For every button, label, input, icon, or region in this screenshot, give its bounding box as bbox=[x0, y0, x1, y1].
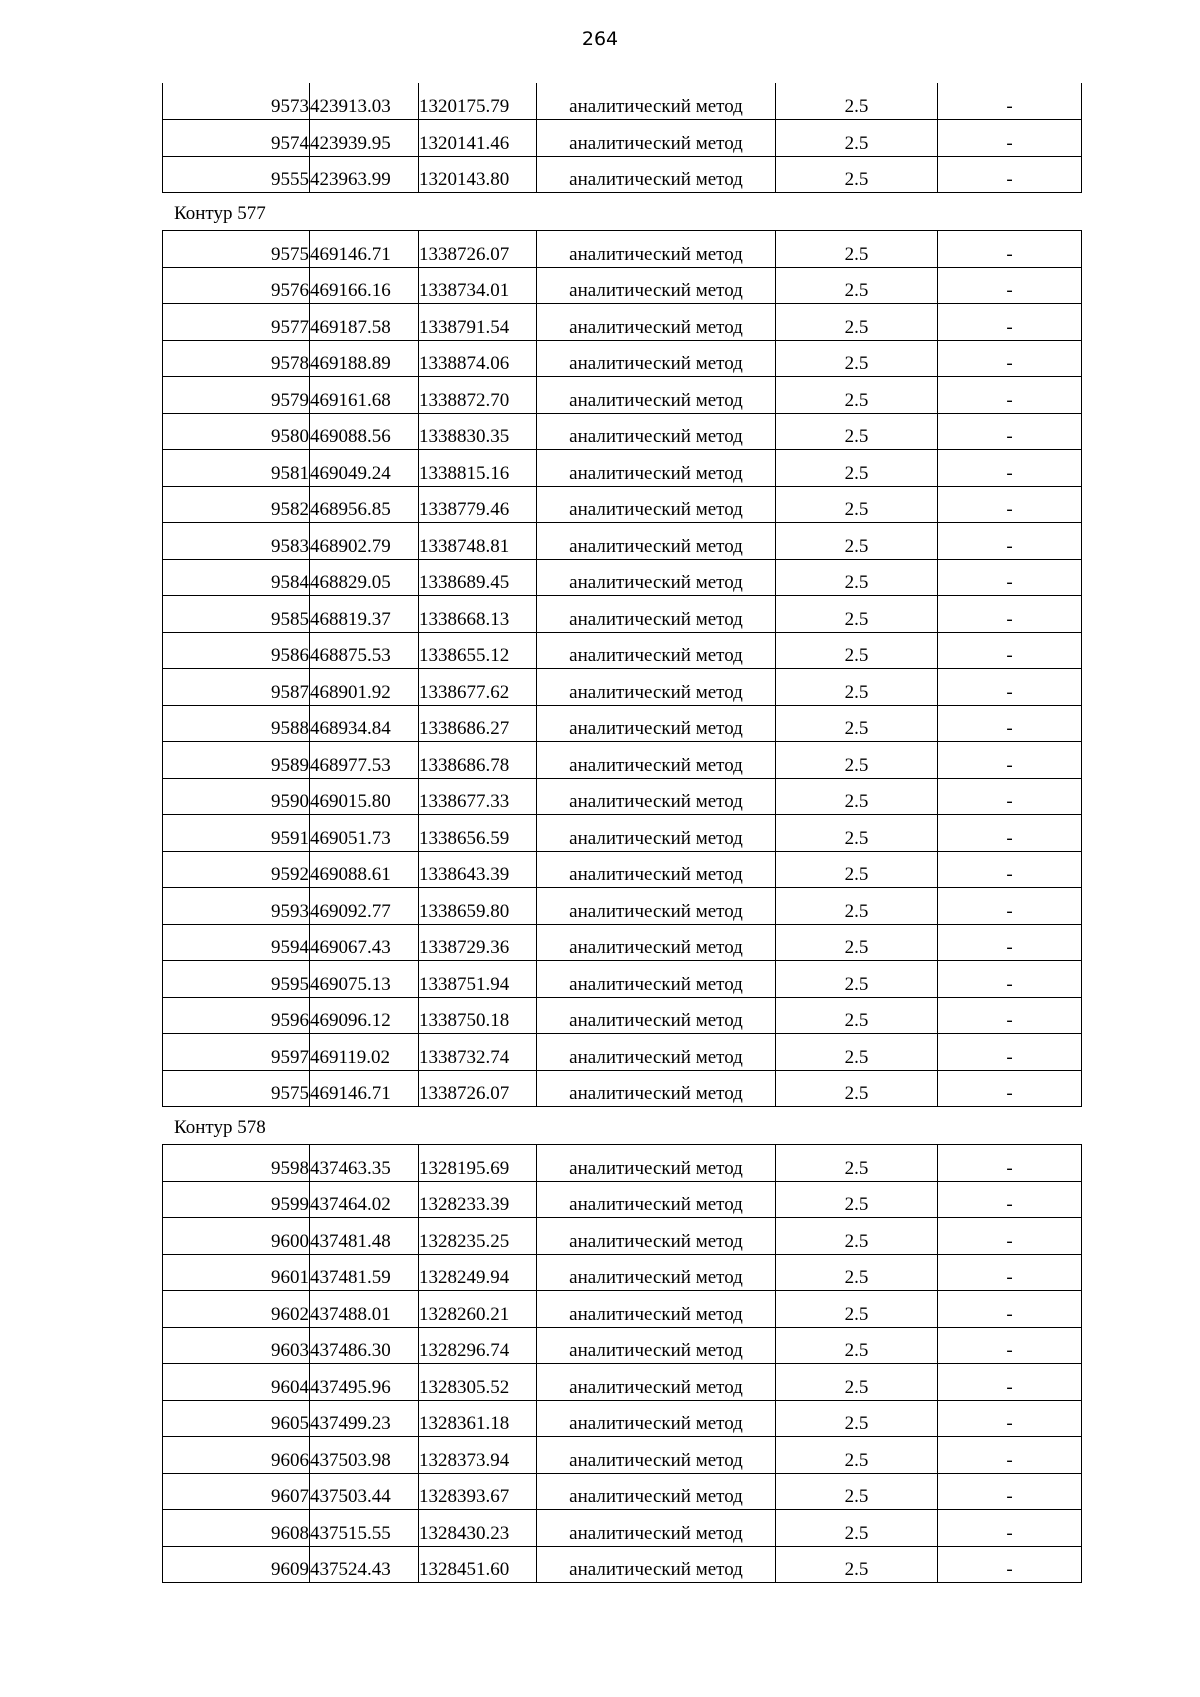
x-coordinate-cell: 469188.89 bbox=[310, 340, 419, 377]
point-number-cell: 9597 bbox=[163, 1034, 310, 1071]
x-coordinate-cell: 423939.95 bbox=[310, 120, 419, 157]
note-cell: - bbox=[938, 83, 1082, 120]
x-coordinate-cell: 437515.55 bbox=[310, 1510, 419, 1547]
note-cell: - bbox=[938, 961, 1082, 998]
note-cell: - bbox=[938, 231, 1082, 268]
x-coordinate-cell: 437464.02 bbox=[310, 1181, 419, 1218]
x-coordinate-cell: 469166.16 bbox=[310, 267, 419, 304]
note-cell: - bbox=[938, 1254, 1082, 1291]
method-cell: аналитический метод bbox=[537, 815, 776, 852]
accuracy-cell: 2.5 bbox=[776, 1254, 938, 1291]
method-cell: аналитический метод bbox=[537, 1400, 776, 1437]
accuracy-cell: 2.5 bbox=[776, 888, 938, 925]
point-number-cell: 9602 bbox=[163, 1291, 310, 1328]
point-number-cell: 9592 bbox=[163, 851, 310, 888]
note-cell: - bbox=[938, 1034, 1082, 1071]
method-cell: аналитический метод bbox=[537, 413, 776, 450]
point-number-cell: 9607 bbox=[163, 1473, 310, 1510]
point-number-cell: 9578 bbox=[163, 340, 310, 377]
note-cell: - bbox=[938, 523, 1082, 560]
method-cell: аналитический метод bbox=[537, 669, 776, 706]
point-number-cell: 9600 bbox=[163, 1218, 310, 1255]
note-cell: - bbox=[938, 1291, 1082, 1328]
method-cell: аналитический метод bbox=[537, 888, 776, 925]
method-cell: аналитический метод bbox=[537, 1145, 776, 1182]
note-cell: - bbox=[938, 632, 1082, 669]
point-number-cell: 9577 bbox=[163, 304, 310, 341]
coordinates-table bbox=[162, 83, 1082, 193]
method-cell: аналитический метод bbox=[537, 1546, 776, 1583]
point-number-cell: 9584 bbox=[163, 559, 310, 596]
method-cell: аналитический метод bbox=[537, 1327, 776, 1364]
x-coordinate-cell: 469075.13 bbox=[310, 961, 419, 998]
accuracy-cell: 2.5 bbox=[776, 83, 938, 120]
note-cell: - bbox=[938, 815, 1082, 852]
accuracy-cell: 2.5 bbox=[776, 1034, 938, 1071]
x-coordinate-cell: 468829.05 bbox=[310, 559, 419, 596]
table-row bbox=[163, 1181, 1082, 1218]
table-row bbox=[163, 1327, 1082, 1364]
accuracy-cell: 2.5 bbox=[776, 778, 938, 815]
table-row bbox=[163, 851, 1082, 888]
table-row bbox=[163, 596, 1082, 633]
table-row bbox=[163, 486, 1082, 523]
y-coordinate-cell: 1328361.18 bbox=[419, 1400, 537, 1437]
note-cell: - bbox=[938, 559, 1082, 596]
point-number-cell: 9588 bbox=[163, 705, 310, 742]
accuracy-cell: 2.5 bbox=[776, 815, 938, 852]
point-number-cell: 9575 bbox=[163, 231, 310, 268]
note-cell: - bbox=[938, 1327, 1082, 1364]
method-cell: аналитический метод bbox=[537, 156, 776, 193]
x-coordinate-cell: 469161.68 bbox=[310, 377, 419, 414]
point-number-cell: 9606 bbox=[163, 1437, 310, 1474]
point-number-cell: 9587 bbox=[163, 669, 310, 706]
y-coordinate-cell: 1338686.78 bbox=[419, 742, 537, 779]
table-row bbox=[163, 1034, 1082, 1071]
page-number: 264 bbox=[581, 28, 619, 50]
x-coordinate-cell: 437503.98 bbox=[310, 1437, 419, 1474]
point-number-cell: 9590 bbox=[163, 778, 310, 815]
accuracy-cell: 2.5 bbox=[776, 1291, 938, 1328]
x-coordinate-cell: 469119.02 bbox=[310, 1034, 419, 1071]
y-coordinate-cell: 1328296.74 bbox=[419, 1327, 537, 1364]
method-cell: аналитический метод bbox=[537, 377, 776, 414]
accuracy-cell: 2.5 bbox=[776, 559, 938, 596]
accuracy-cell: 2.5 bbox=[776, 851, 938, 888]
accuracy-cell: 2.5 bbox=[776, 231, 938, 268]
x-coordinate-cell: 468875.53 bbox=[310, 632, 419, 669]
point-number-cell: 9601 bbox=[163, 1254, 310, 1291]
y-coordinate-cell: 1338791.54 bbox=[419, 304, 537, 341]
x-coordinate-cell: 469187.58 bbox=[310, 304, 419, 341]
note-cell: - bbox=[938, 851, 1082, 888]
accuracy-cell: 2.5 bbox=[776, 486, 938, 523]
x-coordinate-cell: 469051.73 bbox=[310, 815, 419, 852]
x-coordinate-cell: 468934.84 bbox=[310, 705, 419, 742]
method-cell: аналитический метод bbox=[537, 486, 776, 523]
table-row bbox=[163, 83, 1082, 120]
note-cell: - bbox=[938, 1364, 1082, 1401]
note-cell: - bbox=[938, 669, 1082, 706]
table-row bbox=[163, 1437, 1082, 1474]
accuracy-cell: 2.5 bbox=[776, 705, 938, 742]
point-number-cell: 9589 bbox=[163, 742, 310, 779]
method-cell: аналитический метод bbox=[537, 1437, 776, 1474]
accuracy-cell: 2.5 bbox=[776, 1437, 938, 1474]
x-coordinate-cell: 469146.71 bbox=[310, 1070, 419, 1107]
table-row bbox=[163, 705, 1082, 742]
accuracy-cell: 2.5 bbox=[776, 596, 938, 633]
x-coordinate-cell: 437495.96 bbox=[310, 1364, 419, 1401]
note-cell: - bbox=[938, 450, 1082, 487]
note-cell: - bbox=[938, 267, 1082, 304]
y-coordinate-cell: 1338751.94 bbox=[419, 961, 537, 998]
x-coordinate-cell: 437503.44 bbox=[310, 1473, 419, 1510]
point-number-cell: 9582 bbox=[163, 486, 310, 523]
method-cell: аналитический метод bbox=[537, 1254, 776, 1291]
y-coordinate-cell: 1338659.80 bbox=[419, 888, 537, 925]
note-cell: - bbox=[938, 377, 1082, 414]
y-coordinate-cell: 1338677.62 bbox=[419, 669, 537, 706]
y-coordinate-cell: 1338732.74 bbox=[419, 1034, 537, 1071]
accuracy-cell: 2.5 bbox=[776, 450, 938, 487]
method-cell: аналитический метод bbox=[537, 523, 776, 560]
point-number-cell: 9596 bbox=[163, 997, 310, 1034]
table-row bbox=[163, 377, 1082, 414]
accuracy-cell: 2.5 bbox=[776, 267, 938, 304]
contour-label: Контур 577 bbox=[174, 203, 266, 224]
y-coordinate-cell: 1338726.07 bbox=[419, 231, 537, 268]
y-coordinate-cell: 1338726.07 bbox=[419, 1070, 537, 1107]
table-row bbox=[163, 413, 1082, 450]
x-coordinate-cell: 437499.23 bbox=[310, 1400, 419, 1437]
point-number-cell: 9591 bbox=[163, 815, 310, 852]
point-number-cell: 9604 bbox=[163, 1364, 310, 1401]
table-row bbox=[163, 997, 1082, 1034]
y-coordinate-cell: 1338779.46 bbox=[419, 486, 537, 523]
x-coordinate-cell: 437488.01 bbox=[310, 1291, 419, 1328]
note-cell: - bbox=[938, 742, 1082, 779]
x-coordinate-cell: 469088.56 bbox=[310, 413, 419, 450]
accuracy-cell: 2.5 bbox=[776, 1181, 938, 1218]
y-coordinate-cell: 1338750.18 bbox=[419, 997, 537, 1034]
point-number-cell: 9608 bbox=[163, 1510, 310, 1547]
accuracy-cell: 2.5 bbox=[776, 340, 938, 377]
table-row bbox=[163, 778, 1082, 815]
method-cell: аналитический метод bbox=[537, 231, 776, 268]
table-row bbox=[163, 1510, 1082, 1547]
note-cell: - bbox=[938, 1181, 1082, 1218]
accuracy-cell: 2.5 bbox=[776, 1218, 938, 1255]
accuracy-cell: 2.5 bbox=[776, 924, 938, 961]
table-row bbox=[163, 120, 1082, 157]
x-coordinate-cell: 469067.43 bbox=[310, 924, 419, 961]
x-coordinate-cell: 468819.37 bbox=[310, 596, 419, 633]
note-cell: - bbox=[938, 1145, 1082, 1182]
point-number-cell: 9585 bbox=[163, 596, 310, 633]
accuracy-cell: 2.5 bbox=[776, 997, 938, 1034]
point-number-cell: 9598 bbox=[163, 1145, 310, 1182]
y-coordinate-cell: 1338734.01 bbox=[419, 267, 537, 304]
x-coordinate-cell: 469096.12 bbox=[310, 997, 419, 1034]
note-cell: - bbox=[938, 705, 1082, 742]
table-row bbox=[163, 1364, 1082, 1401]
note-cell: - bbox=[938, 1437, 1082, 1474]
note-cell: - bbox=[938, 1218, 1082, 1255]
point-number-cell: 9579 bbox=[163, 377, 310, 414]
accuracy-cell: 2.5 bbox=[776, 669, 938, 706]
y-coordinate-cell: 1320141.46 bbox=[419, 120, 537, 157]
table-row bbox=[163, 340, 1082, 377]
point-number-cell: 9575 bbox=[163, 1070, 310, 1107]
accuracy-cell: 2.5 bbox=[776, 1070, 938, 1107]
y-coordinate-cell: 1338656.59 bbox=[419, 815, 537, 852]
y-coordinate-cell: 1338668.13 bbox=[419, 596, 537, 633]
x-coordinate-cell: 469015.80 bbox=[310, 778, 419, 815]
note-cell: - bbox=[938, 413, 1082, 450]
y-coordinate-cell: 1338815.16 bbox=[419, 450, 537, 487]
x-coordinate-cell: 468956.85 bbox=[310, 486, 419, 523]
accuracy-cell: 2.5 bbox=[776, 1546, 938, 1583]
x-coordinate-cell: 437481.59 bbox=[310, 1254, 419, 1291]
note-cell: - bbox=[938, 1546, 1082, 1583]
y-coordinate-cell: 1328393.67 bbox=[419, 1473, 537, 1510]
table-row bbox=[163, 815, 1082, 852]
accuracy-cell: 2.5 bbox=[776, 961, 938, 998]
note-cell: - bbox=[938, 596, 1082, 633]
y-coordinate-cell: 1338830.35 bbox=[419, 413, 537, 450]
accuracy-cell: 2.5 bbox=[776, 156, 938, 193]
y-coordinate-cell: 1338729.36 bbox=[419, 924, 537, 961]
accuracy-cell: 2.5 bbox=[776, 413, 938, 450]
note-cell: - bbox=[938, 778, 1082, 815]
accuracy-cell: 2.5 bbox=[776, 632, 938, 669]
table-row bbox=[163, 632, 1082, 669]
point-number-cell: 9581 bbox=[163, 450, 310, 487]
x-coordinate-cell: 469088.61 bbox=[310, 851, 419, 888]
table-row bbox=[163, 450, 1082, 487]
note-cell: - bbox=[938, 304, 1082, 341]
accuracy-cell: 2.5 bbox=[776, 1510, 938, 1547]
point-number-cell: 9576 bbox=[163, 267, 310, 304]
y-coordinate-cell: 1338872.70 bbox=[419, 377, 537, 414]
note-cell: - bbox=[938, 340, 1082, 377]
x-coordinate-cell: 423963.99 bbox=[310, 156, 419, 193]
note-cell: - bbox=[938, 997, 1082, 1034]
method-cell: аналитический метод bbox=[537, 778, 776, 815]
table-row bbox=[163, 1145, 1082, 1182]
point-number-cell: 9599 bbox=[163, 1181, 310, 1218]
y-coordinate-cell: 1320143.80 bbox=[419, 156, 537, 193]
table-row bbox=[163, 1218, 1082, 1255]
x-coordinate-cell: 423913.03 bbox=[310, 83, 419, 120]
method-cell: аналитический метод bbox=[537, 450, 776, 487]
method-cell: аналитический метод bbox=[537, 267, 776, 304]
note-cell: - bbox=[938, 1070, 1082, 1107]
y-coordinate-cell: 1320175.79 bbox=[419, 83, 537, 120]
x-coordinate-cell: 468902.79 bbox=[310, 523, 419, 560]
table-row bbox=[163, 961, 1082, 998]
method-cell: аналитический метод bbox=[537, 961, 776, 998]
point-number-cell: 9555 bbox=[163, 156, 310, 193]
accuracy-cell: 2.5 bbox=[776, 523, 938, 560]
accuracy-cell: 2.5 bbox=[776, 377, 938, 414]
accuracy-cell: 2.5 bbox=[776, 1327, 938, 1364]
y-coordinate-cell: 1328451.60 bbox=[419, 1546, 537, 1583]
accuracy-cell: 2.5 bbox=[776, 742, 938, 779]
method-cell: аналитический метод bbox=[537, 705, 776, 742]
y-coordinate-cell: 1338689.45 bbox=[419, 559, 537, 596]
method-cell: аналитический метод bbox=[537, 120, 776, 157]
note-cell: - bbox=[938, 486, 1082, 523]
y-coordinate-cell: 1328195.69 bbox=[419, 1145, 537, 1182]
method-cell: аналитический метод bbox=[537, 924, 776, 961]
x-coordinate-cell: 437463.35 bbox=[310, 1145, 419, 1182]
accuracy-cell: 2.5 bbox=[776, 1145, 938, 1182]
contour-label: Контур 578 bbox=[174, 1117, 266, 1138]
method-cell: аналитический метод bbox=[537, 596, 776, 633]
y-coordinate-cell: 1338677.33 bbox=[419, 778, 537, 815]
x-coordinate-cell: 469049.24 bbox=[310, 450, 419, 487]
accuracy-cell: 2.5 bbox=[776, 120, 938, 157]
table-row bbox=[163, 304, 1082, 341]
method-cell: аналитический метод bbox=[537, 83, 776, 120]
y-coordinate-cell: 1338655.12 bbox=[419, 632, 537, 669]
point-number-cell: 9605 bbox=[163, 1400, 310, 1437]
table-row bbox=[163, 1070, 1082, 1107]
method-cell: аналитический метод bbox=[537, 1218, 776, 1255]
y-coordinate-cell: 1328373.94 bbox=[419, 1437, 537, 1474]
point-number-cell: 9609 bbox=[163, 1546, 310, 1583]
method-cell: аналитический метод bbox=[537, 559, 776, 596]
point-number-cell: 9586 bbox=[163, 632, 310, 669]
y-coordinate-cell: 1338748.81 bbox=[419, 523, 537, 560]
table-row bbox=[163, 924, 1082, 961]
y-coordinate-cell: 1328235.25 bbox=[419, 1218, 537, 1255]
point-number-cell: 9595 bbox=[163, 961, 310, 998]
point-number-cell: 9594 bbox=[163, 924, 310, 961]
method-cell: аналитический метод bbox=[537, 1364, 776, 1401]
y-coordinate-cell: 1338686.27 bbox=[419, 705, 537, 742]
note-cell: - bbox=[938, 1510, 1082, 1547]
x-coordinate-cell: 468901.92 bbox=[310, 669, 419, 706]
accuracy-cell: 2.5 bbox=[776, 1364, 938, 1401]
note-cell: - bbox=[938, 924, 1082, 961]
method-cell: аналитический метод bbox=[537, 1473, 776, 1510]
method-cell: аналитический метод bbox=[537, 1510, 776, 1547]
accuracy-cell: 2.5 bbox=[776, 1400, 938, 1437]
x-coordinate-cell: 468977.53 bbox=[310, 742, 419, 779]
coordinates-table bbox=[162, 230, 1082, 1107]
point-number-cell: 9583 bbox=[163, 523, 310, 560]
x-coordinate-cell: 469146.71 bbox=[310, 231, 419, 268]
method-cell: аналитический метод bbox=[537, 1181, 776, 1218]
table-row bbox=[163, 1400, 1082, 1437]
table-row bbox=[163, 156, 1082, 193]
table-row bbox=[163, 1291, 1082, 1328]
table-row bbox=[163, 1546, 1082, 1583]
y-coordinate-cell: 1328233.39 bbox=[419, 1181, 537, 1218]
method-cell: аналитический метод bbox=[537, 632, 776, 669]
point-number-cell: 9574 bbox=[163, 120, 310, 157]
coordinates-table bbox=[162, 1144, 1082, 1583]
method-cell: аналитический метод bbox=[537, 340, 776, 377]
y-coordinate-cell: 1338874.06 bbox=[419, 340, 537, 377]
note-cell: - bbox=[938, 156, 1082, 193]
point-number-cell: 9580 bbox=[163, 413, 310, 450]
note-cell: - bbox=[938, 120, 1082, 157]
table-row bbox=[163, 1473, 1082, 1510]
table-row bbox=[163, 231, 1082, 268]
x-coordinate-cell: 437486.30 bbox=[310, 1327, 419, 1364]
y-coordinate-cell: 1328260.21 bbox=[419, 1291, 537, 1328]
method-cell: аналитический метод bbox=[537, 742, 776, 779]
method-cell: аналитический метод bbox=[537, 1034, 776, 1071]
method-cell: аналитический метод bbox=[537, 851, 776, 888]
table-row bbox=[163, 523, 1082, 560]
accuracy-cell: 2.5 bbox=[776, 304, 938, 341]
y-coordinate-cell: 1338643.39 bbox=[419, 851, 537, 888]
y-coordinate-cell: 1328305.52 bbox=[419, 1364, 537, 1401]
note-cell: - bbox=[938, 1473, 1082, 1510]
point-number-cell: 9593 bbox=[163, 888, 310, 925]
table-row bbox=[163, 888, 1082, 925]
y-coordinate-cell: 1328430.23 bbox=[419, 1510, 537, 1547]
note-cell: - bbox=[938, 1400, 1082, 1437]
point-number-cell: 9573 bbox=[163, 83, 310, 120]
accuracy-cell: 2.5 bbox=[776, 1473, 938, 1510]
method-cell: аналитический метод bbox=[537, 997, 776, 1034]
table-row bbox=[163, 669, 1082, 706]
y-coordinate-cell: 1328249.94 bbox=[419, 1254, 537, 1291]
note-cell: - bbox=[938, 888, 1082, 925]
point-number-cell: 9603 bbox=[163, 1327, 310, 1364]
method-cell: аналитический метод bbox=[537, 1070, 776, 1107]
table-row bbox=[163, 559, 1082, 596]
table-row bbox=[163, 1254, 1082, 1291]
table-row bbox=[163, 742, 1082, 779]
document-content bbox=[162, 83, 1081, 1583]
table-row bbox=[163, 267, 1082, 304]
x-coordinate-cell: 437481.48 bbox=[310, 1218, 419, 1255]
x-coordinate-cell: 437524.43 bbox=[310, 1546, 419, 1583]
method-cell: аналитический метод bbox=[537, 304, 776, 341]
method-cell: аналитический метод bbox=[537, 1291, 776, 1328]
x-coordinate-cell: 469092.77 bbox=[310, 888, 419, 925]
